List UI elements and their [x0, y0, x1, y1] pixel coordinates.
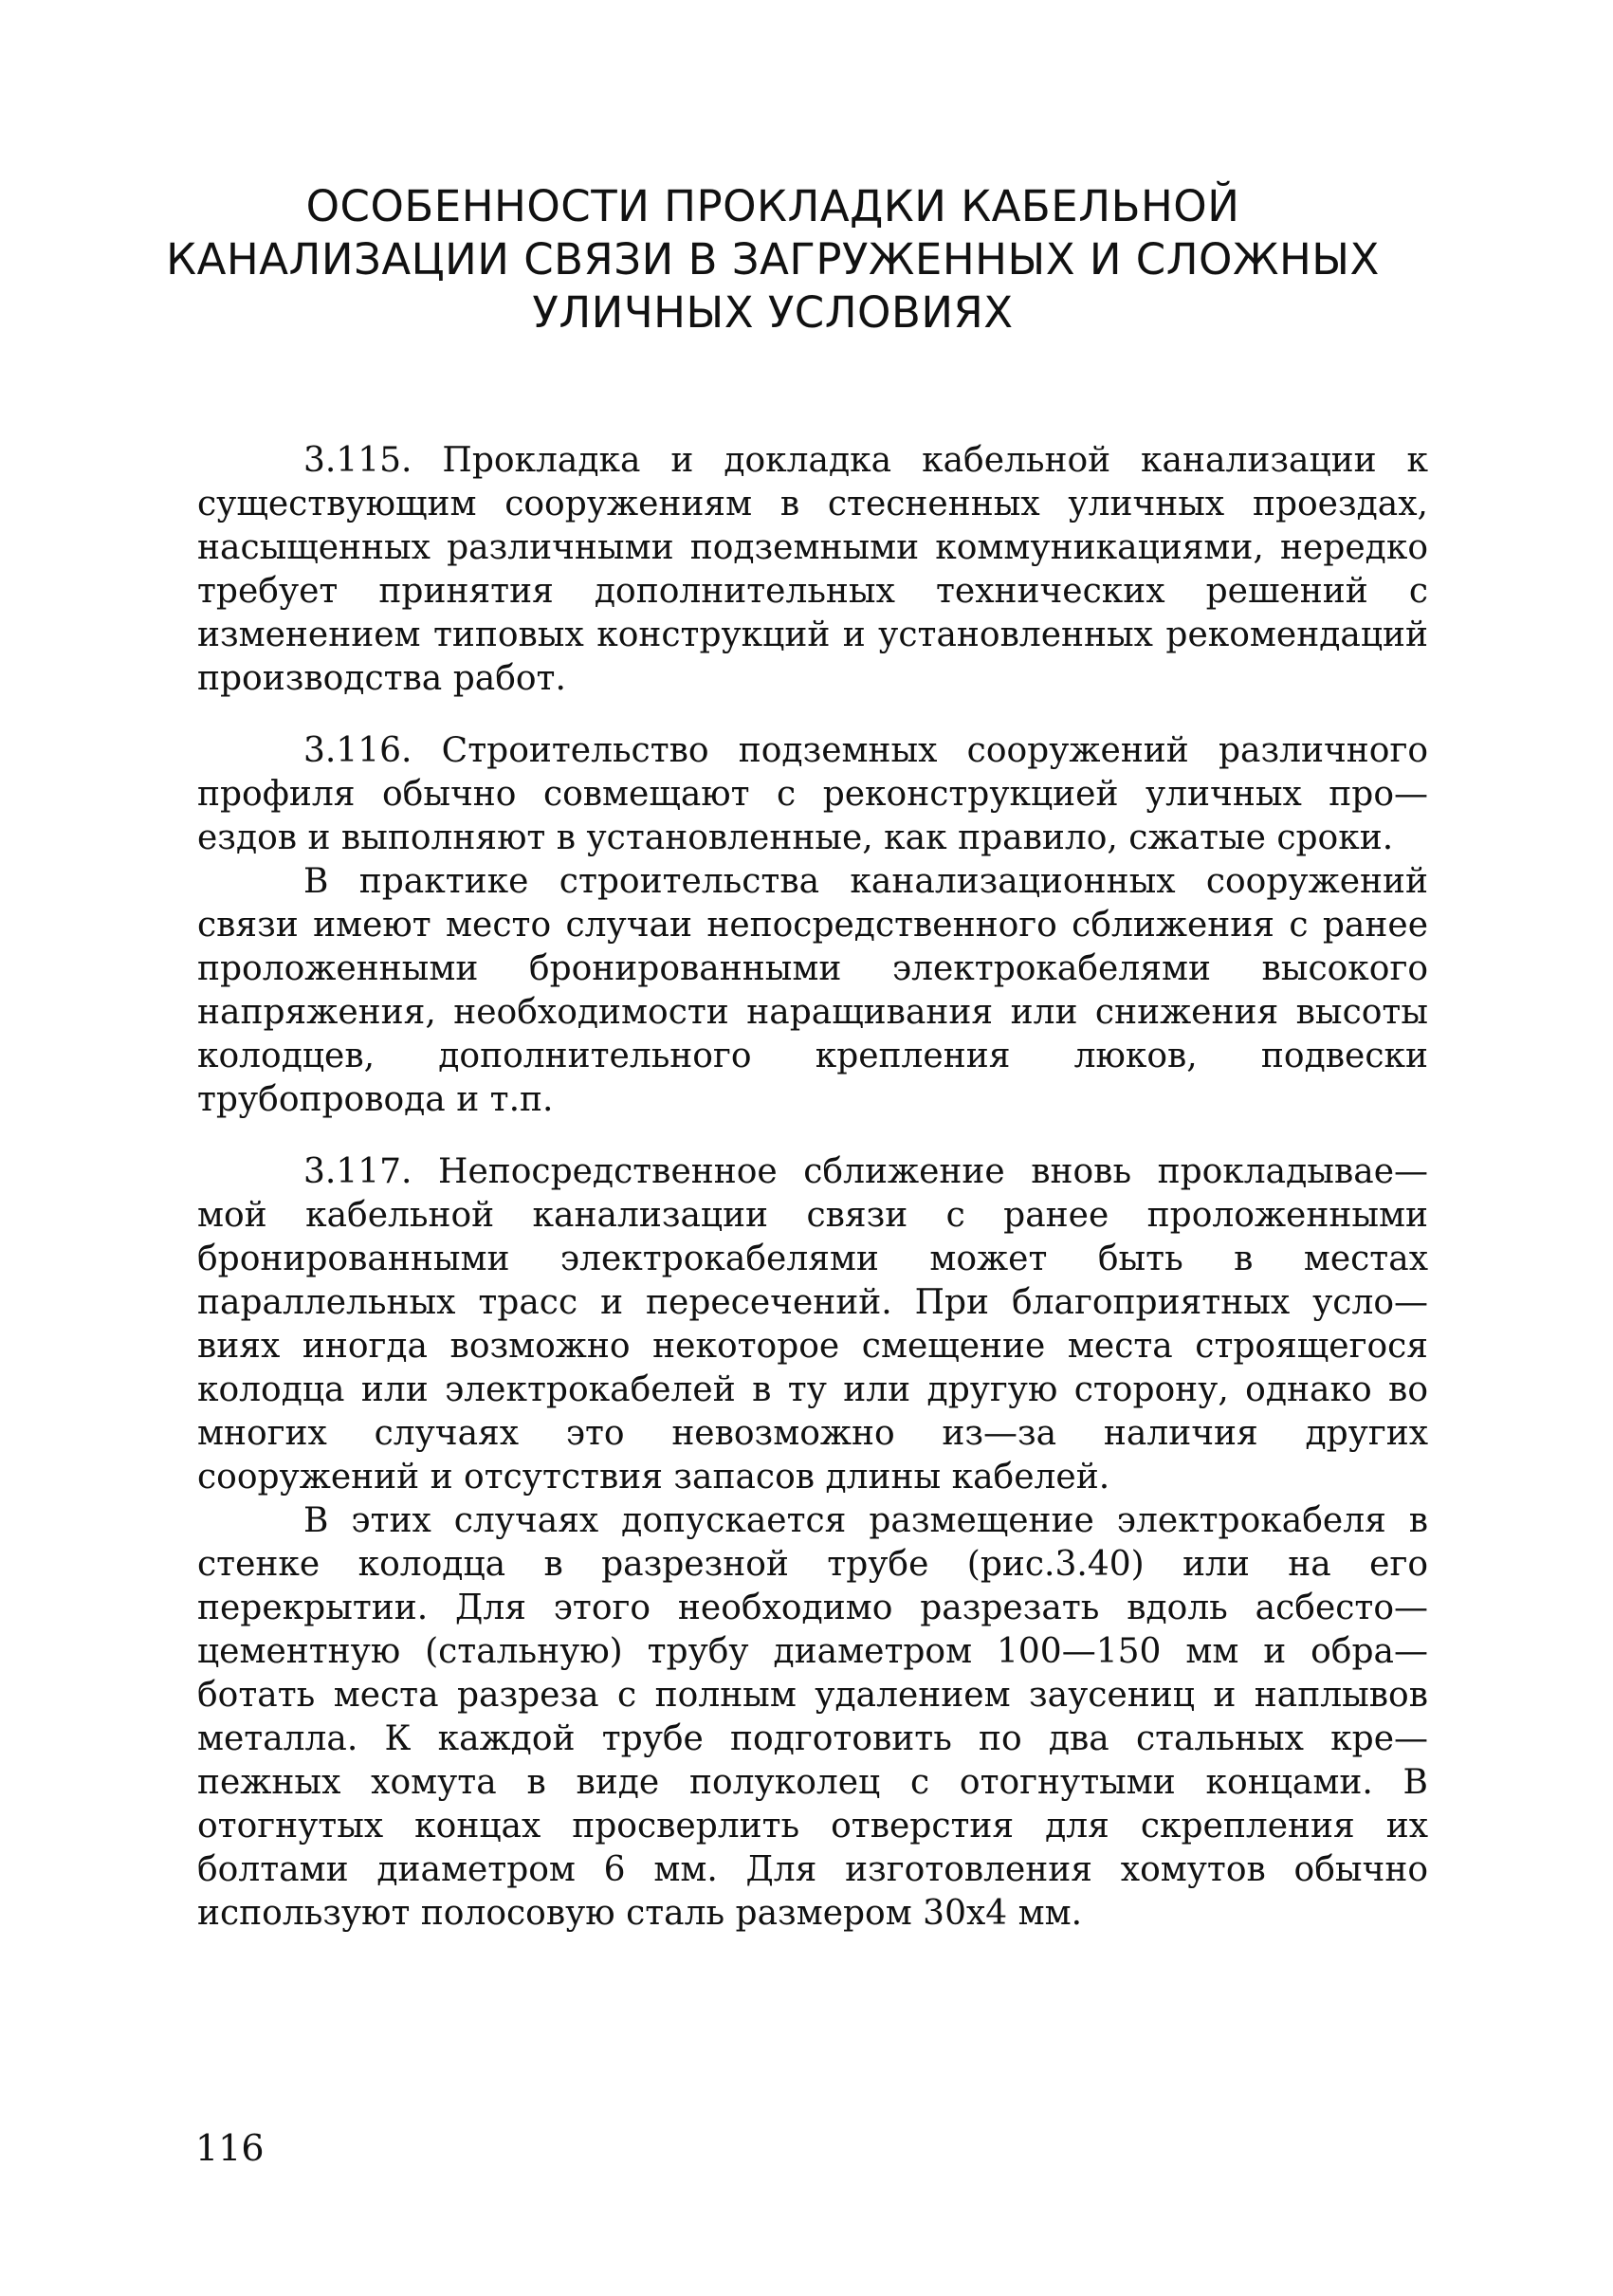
heading-line-3: УЛИЧНЫХ УСЛОВИЯХ: [532, 287, 1014, 338]
page-number: 116: [195, 2127, 265, 2169]
paragraph-3-115: 3.115. Прокладка и докладка кабельной канализации к существующим сооружениям в стесненных уличных проездах, насыщенных различными подземными коммуникациями, нередко требует принятия дополнительных технических решений с изменением типовых конструкций и установленных рекомендаций производства работ.: [197, 441, 1428, 698]
paragraph-3-116: 3.116. Строительство подземных сооружений различного профиля обычно совмещают с реконструкцией уличных про— ездов и выполняют в установленные, как правило, сжатые сроки.: [197, 731, 1428, 857]
section-heading: [142, 180, 1403, 340]
heading-line-1: ОСОБЕННОСТИ ПРОКЛАДКИ КАБЕЛЬНОЙ: [305, 181, 1240, 231]
heading-line-2: КАНАЛИЗАЦИИ СВЯЗИ В ЗАГРУЖЕННЫХ И СЛОЖНЫХ: [166, 234, 1380, 285]
paragraph-3-117-continued: В этих случаях допускается размещение электрокабеля в стенке колодца в разрезной трубе (рис.3.40) или на его перекрытии. Для этого необходимо разрезать вдоль асбесто— цементную (стальную) трубу диаметром 100—150 мм и обра— ботать места разреза с полным удалением заусениц и наплывов металла. К каждой трубе подготовить по два стальных кре— пежных хомута в виде полуколец с отогнутыми концами. В отогнутых концах просверлить отверстия для скрепления их болтами диаметром 6 мм. Для изготовления хомутов обычно используют полосовую сталь размером 30х4 мм.: [197, 1501, 1428, 1933]
paragraph-3-116-continued: В практике строительства канализационных сооружений связи имеют место случаи непосредственного сближения с ранее проложенными бронированными электрокабелями высокого напряжения, необходимости наращивания или снижения высоты колодцев, дополнительного крепления люков, подвески трубопровода и т.п.: [197, 862, 1428, 1119]
paragraph-3-117: 3.117. Непосредственное сближение вновь прокладывае— мой кабельной канализации связи с ранее проложенными бронированными электрокабелями может быть в местах параллельных трасс и пересечений. При благоприятных усло— виях иногда возможно некоторое смещение места строящегося колодца или электрокабелей в ту или другую сторону, однако во многих случаях это невозможно из—за наличия других сооружений и отсутствия запасов длины кабелей.: [197, 1152, 1428, 1497]
body-text: [197, 439, 1428, 1936]
